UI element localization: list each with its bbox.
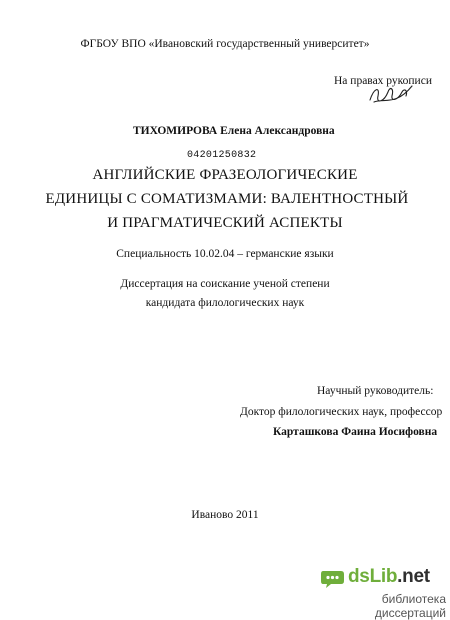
degree-line-2: кандидата филологических наук: [145, 297, 305, 309]
supervisor-title: Доктор филологических наук, профессор: [240, 406, 443, 418]
thesis-title-line-3: И ПРАГМАТИЧЕСКИЙ АСПЕКТЫ: [107, 215, 343, 231]
thesis-title-line-1: АНГЛИЙСКИЕ ФРАЗЕОЛОГИЧЕСКИЕ: [92, 167, 358, 183]
registration-code: 04201250832: [187, 150, 257, 161]
logo-suffix: .net: [397, 566, 430, 587]
rights-note: На правах рукописи: [334, 75, 432, 87]
specialty: Специальность 10.02.04 – германские языки: [116, 248, 334, 260]
thesis-title-line-2: ЕДИНИЦЫ С СОМАТИЗМАМИ: ВАЛЕНТНОСТНЫЙ: [45, 191, 409, 207]
watermark-subtitle: библиотека диссертаций: [374, 592, 446, 620]
organization-name: ФГБОУ ВПО «Ивановский государственный университет»: [80, 38, 370, 50]
city-year: Иваново 2011: [191, 509, 259, 521]
speech-bubble-icon: [320, 569, 346, 589]
supervisor-role: Научный руководитель:: [317, 385, 434, 397]
handwritten-signature: [364, 80, 416, 108]
logo-main: dsLib: [348, 566, 398, 587]
supervisor-name: Карташкова Фаина Иосифовна: [273, 426, 438, 438]
dslib-watermark[interactable]: [320, 566, 446, 620]
watermark-logo: [348, 566, 430, 588]
degree-line-1: Диссертация на соискание ученой степени: [120, 278, 330, 290]
author-name: ТИХОМИРОВА Елена Александровна: [133, 125, 335, 137]
